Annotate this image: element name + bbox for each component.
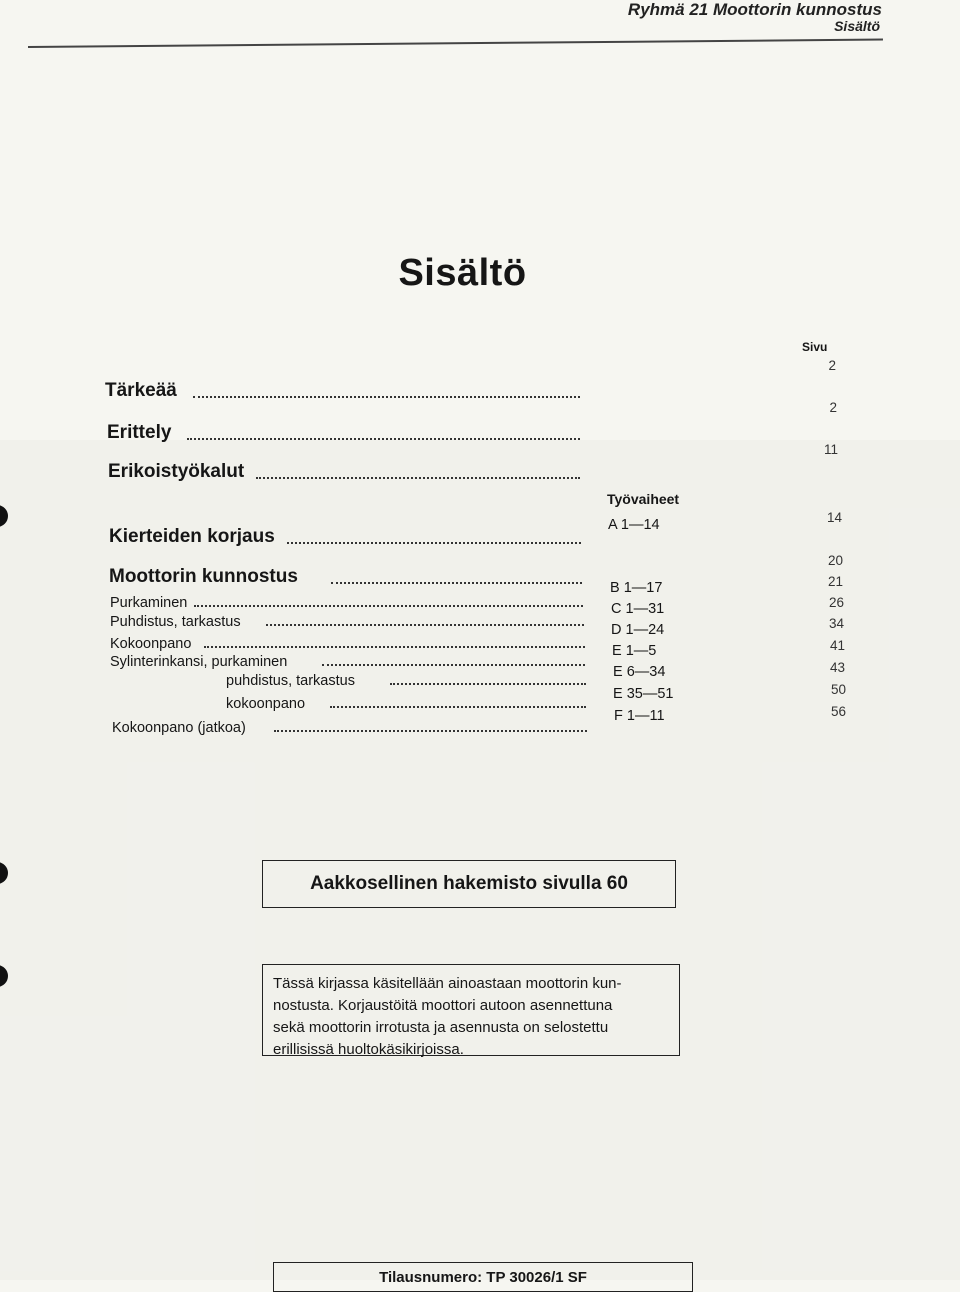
toc-steps: A 1—14 bbox=[608, 517, 660, 533]
toc-entry bbox=[112, 720, 587, 736]
dot-leader bbox=[287, 542, 581, 544]
toc-entry-label: Kokoonpano bbox=[110, 636, 192, 652]
note-line: erillisissä huoltokäsikirjoissa. bbox=[273, 1041, 464, 1058]
note-line: Tässä kirjassa käsitellään ainoastaan moottorin kun- bbox=[273, 975, 622, 992]
toc-entry-label: Erittely bbox=[107, 422, 172, 443]
note-box bbox=[262, 964, 680, 1056]
toc-entry-label: kokoonpano bbox=[226, 696, 306, 712]
toc-page-number: 21 bbox=[827, 574, 843, 589]
dot-leader bbox=[330, 706, 586, 708]
toc-page-number: 11 bbox=[823, 442, 838, 457]
toc-steps: C 1—31 bbox=[611, 601, 665, 617]
page-column-heading: Sivu bbox=[802, 340, 828, 354]
toc-page-number: 50 bbox=[830, 682, 846, 697]
dot-leader bbox=[194, 605, 583, 607]
toc-page-number: 43 bbox=[829, 660, 845, 675]
dot-leader bbox=[390, 683, 586, 685]
toc-entry bbox=[107, 422, 580, 444]
toc-entry-label: Tärkeää bbox=[105, 380, 177, 401]
toc-entry bbox=[226, 673, 586, 689]
toc-entry-label: Moottorin kunnostus bbox=[109, 566, 298, 587]
toc-entry bbox=[110, 614, 584, 630]
toc-entry-label: Purkaminen bbox=[110, 595, 188, 611]
index-reference-box bbox=[262, 860, 676, 908]
toc-entry bbox=[110, 636, 585, 652]
toc-entry-label: puhdistus, tarkastus bbox=[226, 673, 355, 689]
steps-column-heading: Työvaiheet bbox=[607, 491, 680, 507]
dot-leader bbox=[331, 582, 582, 584]
toc-page-number: 26 bbox=[828, 595, 844, 610]
dot-leader bbox=[266, 624, 584, 626]
toc-entry bbox=[110, 595, 583, 611]
dot-leader bbox=[322, 664, 585, 666]
toc-entry-label: Erikoistyökalut bbox=[108, 461, 245, 482]
dot-leader bbox=[274, 730, 587, 732]
dot-leader bbox=[204, 646, 585, 648]
toc-entry bbox=[108, 461, 580, 483]
page-title: Sisältö bbox=[398, 252, 527, 294]
note-line: nostusta. Korjaustöitä moottori autoon asennettuna bbox=[273, 997, 613, 1014]
toc-steps: B 1—17 bbox=[610, 580, 663, 596]
toc-page-number: 41 bbox=[829, 638, 845, 653]
order-number-box bbox=[273, 1262, 693, 1292]
toc-page-number: 20 bbox=[827, 553, 843, 568]
toc-page-number: 2 bbox=[829, 400, 837, 415]
dot-leader bbox=[256, 477, 580, 479]
dot-leader bbox=[193, 396, 580, 398]
running-header-title: Ryhmä 21 Moottorin kunnostus bbox=[627, 0, 882, 19]
toc-entry bbox=[109, 566, 582, 588]
toc-entry-label: Kokoonpano (jatkoa) bbox=[112, 720, 246, 736]
dot-leader bbox=[187, 438, 580, 440]
toc-entry-label: Puhdistus, tarkastus bbox=[110, 614, 241, 630]
running-header-subtitle: Sisältö bbox=[834, 18, 880, 34]
toc-entry bbox=[109, 526, 581, 548]
toc-page-number: 2 bbox=[828, 358, 836, 373]
toc-steps: F 1—11 bbox=[614, 708, 665, 724]
toc-entry-label: Sylinterinkansi, purkaminen bbox=[110, 654, 288, 670]
toc-steps: E 6—34 bbox=[613, 664, 666, 680]
toc-steps: E 1—5 bbox=[612, 643, 657, 659]
header-rule bbox=[28, 39, 883, 48]
index-reference-text: Aakkosellinen hakemisto sivulla 60 bbox=[310, 873, 628, 894]
toc-page-number: 14 bbox=[826, 510, 842, 525]
toc-steps: D 1—24 bbox=[611, 622, 665, 638]
toc-entry bbox=[226, 696, 586, 712]
toc-entry bbox=[105, 380, 580, 402]
toc-entry bbox=[110, 654, 585, 670]
note-line: sekä moottorin irrotusta ja asennusta on selostettu bbox=[273, 1019, 609, 1036]
order-number-text: Tilausnumero: TP 30026/1 SF bbox=[379, 1269, 587, 1286]
toc-entry-label: Kierteiden korjaus bbox=[109, 526, 275, 547]
toc-page-number: 56 bbox=[830, 704, 846, 719]
toc-steps: E 35—51 bbox=[613, 686, 674, 702]
toc-page-number: 34 bbox=[828, 616, 844, 631]
